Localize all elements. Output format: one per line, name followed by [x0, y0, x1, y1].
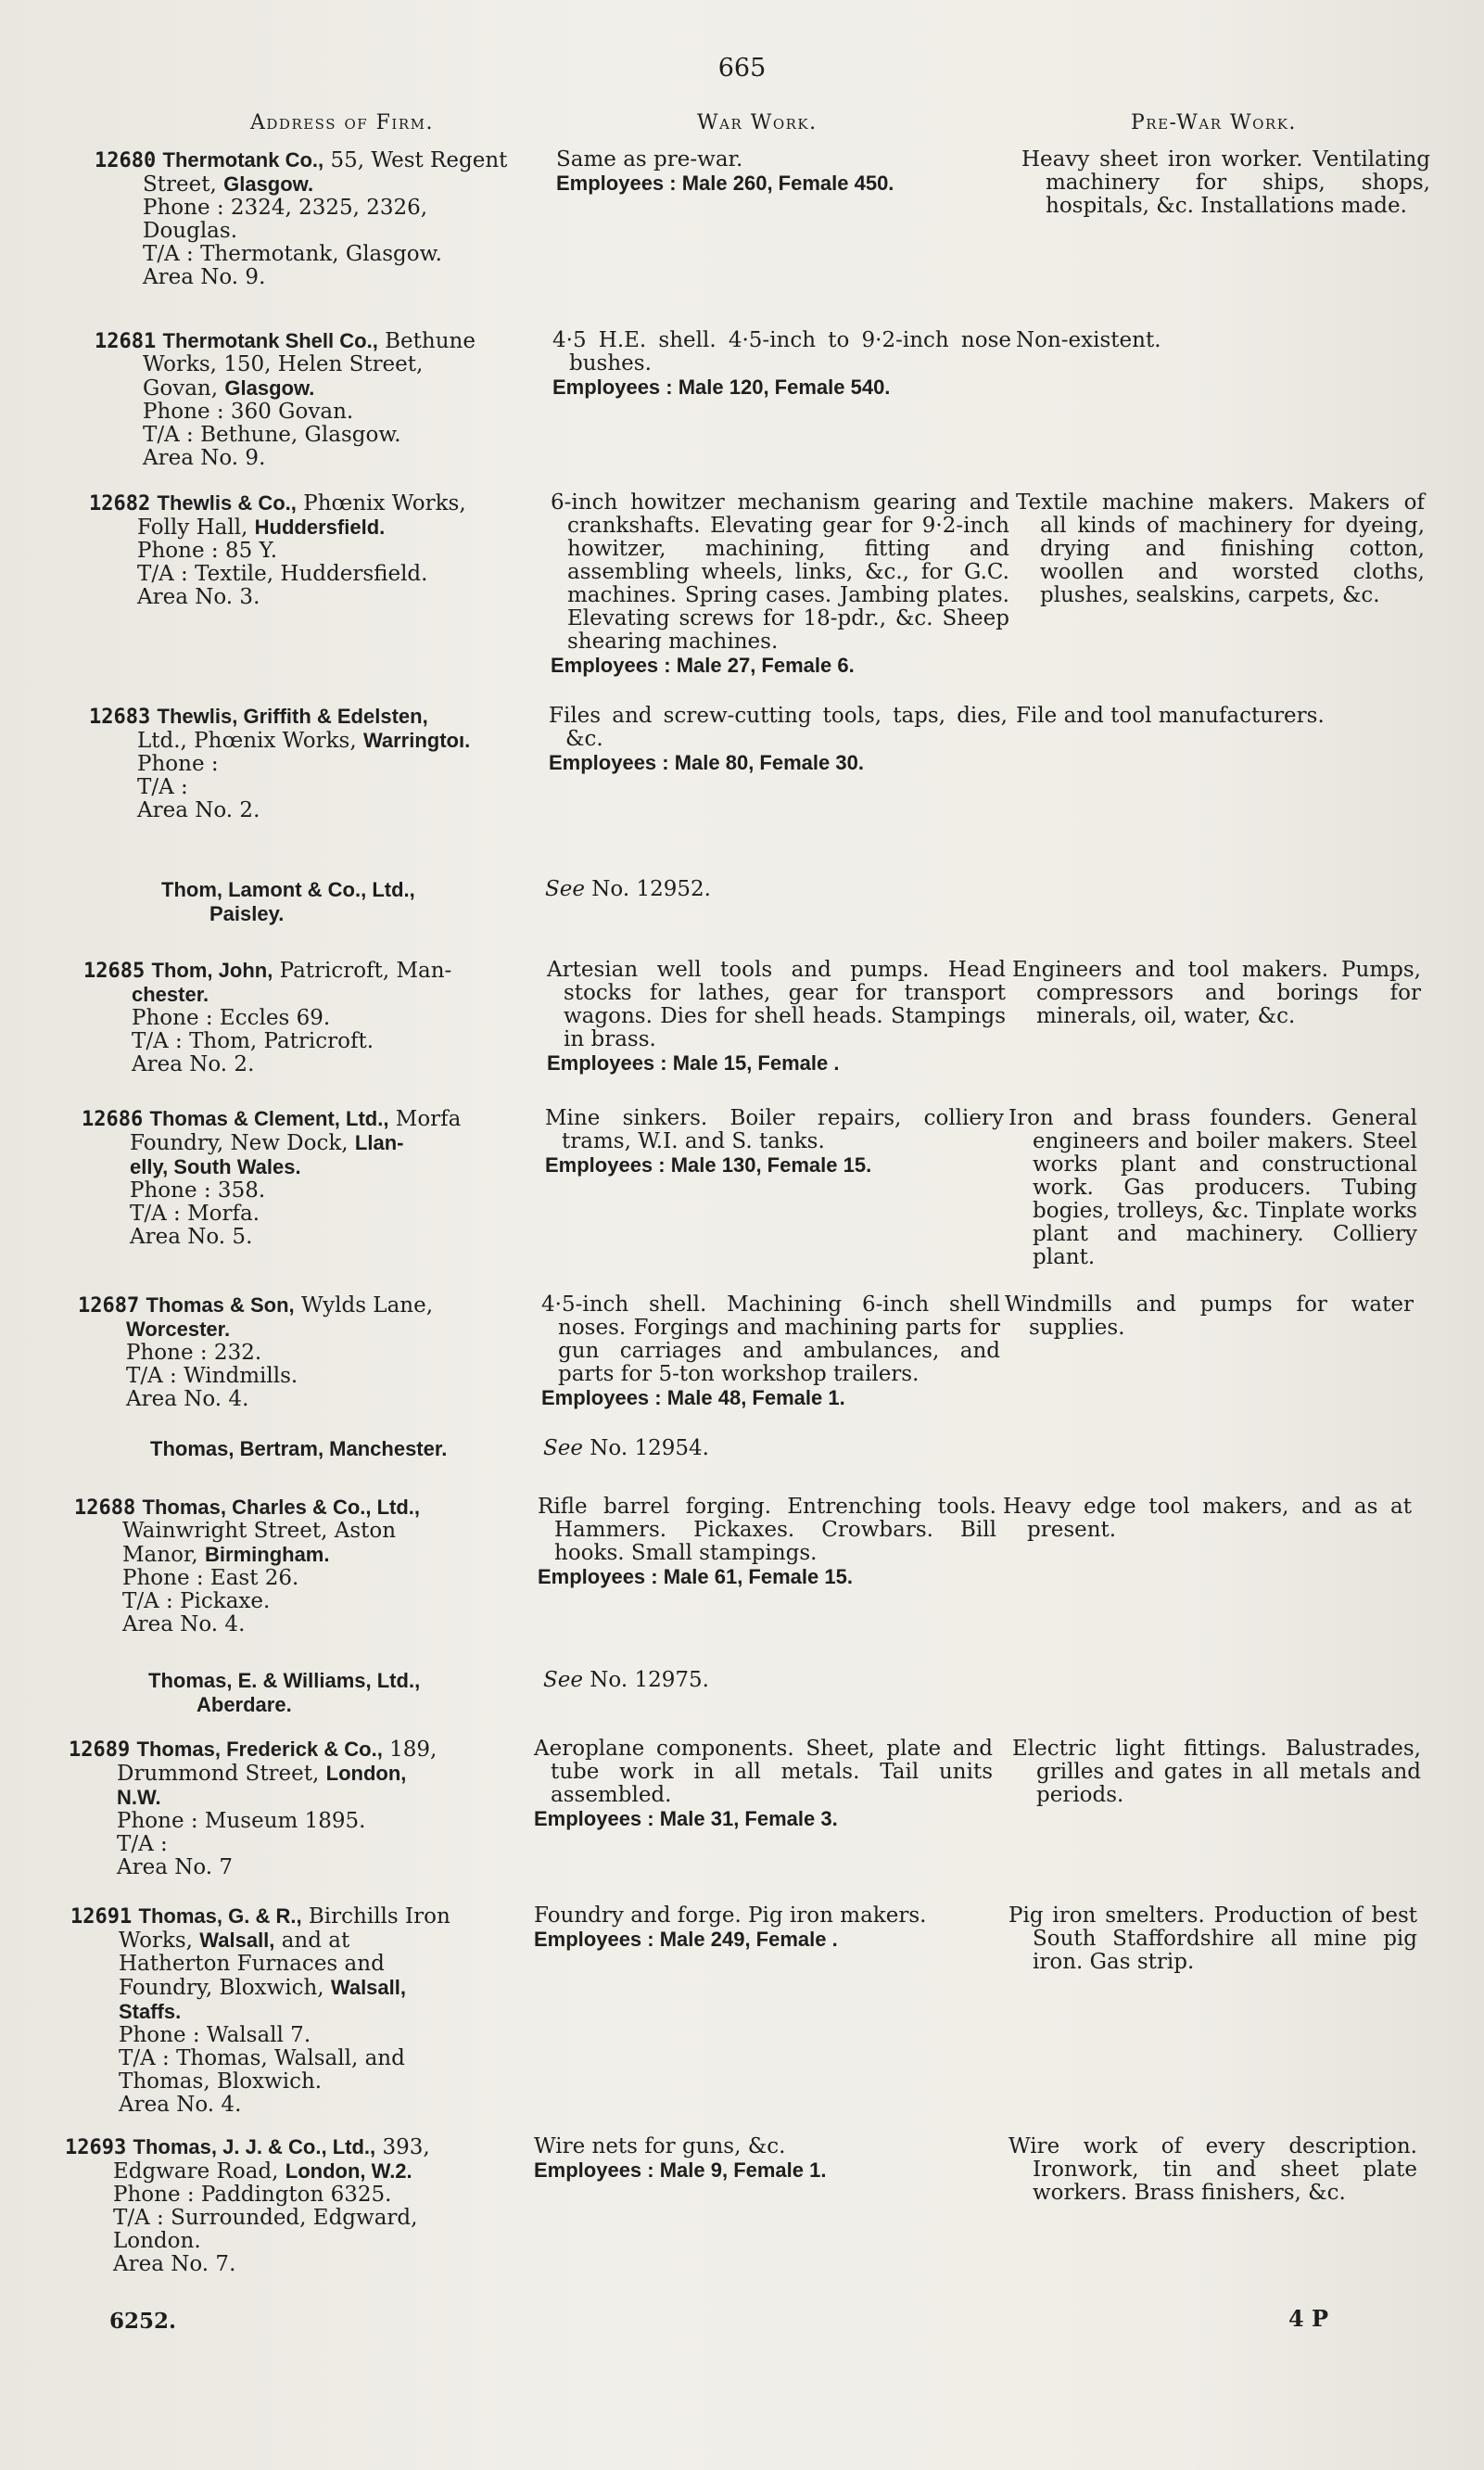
town-name: London, W.2. — [285, 2159, 412, 2183]
address-line — [82, 1203, 536, 1226]
address-text: Works, — [119, 1929, 200, 1953]
address-line — [65, 2159, 519, 2184]
address-line — [70, 2000, 525, 2024]
address-line — [83, 983, 538, 1007]
entry-number: 12681 — [95, 330, 157, 353]
footer-signature-number: 6252. — [109, 2309, 177, 2334]
address-line — [83, 1030, 538, 1053]
address-line — [69, 1762, 523, 1786]
address-text: Wylds Lane, — [300, 1293, 434, 1318]
firm-address — [69, 1738, 523, 1879]
address-text: Edgware Road, — [113, 2159, 285, 2184]
address-line — [74, 1520, 528, 1543]
address-text: Area No. 3. — [137, 585, 260, 609]
pre-war-work: Pig iron smelters. Production of best South Staffordshire all mine pig iron. Gas strip. — [1008, 1903, 1417, 1974]
address-line — [89, 516, 543, 540]
address-text: Phone : Museum 1895. — [117, 1809, 366, 1833]
employees-count: Employees : Male 120, Female 540. — [552, 376, 891, 399]
address-text: T/A : Morfa. — [130, 1202, 260, 1226]
war-work — [534, 1904, 993, 1951]
war-work-description: Wire nets for guns, &c. — [534, 2134, 786, 2158]
address-text: Phone : 232. — [126, 1341, 262, 1365]
pre-war-work: Heavy sheet iron worker. Ventilating machinery for ships, shops, hospitals, &c. Installations made. — [1021, 147, 1430, 218]
address-text: and at — [274, 1929, 350, 1953]
employees-count: Employees : Male 15, Female . — [547, 1051, 840, 1075]
entry-number: 12686 — [82, 1108, 144, 1131]
address-line — [78, 1365, 532, 1388]
entry-number: 12688 — [74, 1496, 136, 1520]
firm-name: Thermotank Shell Co., — [162, 329, 378, 352]
address-line — [69, 1810, 523, 1833]
address-text: Douglas. — [143, 219, 238, 243]
address-line — [82, 1155, 536, 1179]
address-text: Phone : 360 Govan. — [143, 400, 354, 424]
address-text: T/A : — [137, 775, 188, 799]
address-text: T/A : Textile, Huddersfield. — [137, 562, 428, 586]
address-text: Foundry, Bloxwich, — [119, 1976, 331, 2000]
town-name: N.W. — [117, 1786, 161, 1809]
see-reference-label: See — [543, 1436, 583, 1460]
pre-war-work: Non-existent. — [1016, 328, 1161, 352]
employees-count: Employees : Male 260, Female 450. — [556, 172, 894, 195]
war-work — [543, 1669, 1002, 1692]
address-line — [95, 353, 549, 376]
entry-number: 12680 — [95, 149, 157, 172]
address-text: Phone : Paddington 6325. — [113, 2183, 392, 2207]
firm-address — [95, 329, 549, 470]
firm-address — [95, 148, 549, 289]
firm-name: Thomas, Charles & Co., Ltd., — [142, 1496, 421, 1519]
column-header-pre-war-work: Pre-War Work. — [1131, 111, 1297, 134]
address-text: Hatherton Furnaces and — [119, 1952, 385, 1976]
address-text: T/A : — [117, 1832, 168, 1856]
firm-address — [89, 491, 543, 609]
employees-count: Employees : Male 61, Female 15. — [538, 1565, 853, 1588]
pre-war-work: Iron and brass founders. General engineers and boiler makers. Steel works plant and constructional work. Gas producers. Tubing bogies, trolleys, &c. Tinplate works plant and machinery. Colliery plant. — [1008, 1106, 1417, 1269]
address-line — [95, 401, 549, 424]
address-line — [74, 1613, 528, 1636]
town-name: London, — [325, 1762, 407, 1785]
town-name: Huddersfield. — [254, 516, 386, 539]
address-text: Phone : Eccles 69. — [132, 1006, 331, 1030]
address-line — [83, 1053, 538, 1076]
address-line — [82, 1131, 536, 1155]
address-text: T/A : Thermotank, Glasgow. — [143, 242, 442, 266]
address-text: Works, 150, Helen Street, — [143, 352, 424, 376]
employees-count: Employees : Male 9, Female 1. — [534, 2158, 827, 2182]
firm-name: Thomas, E. & Williams, Ltd., — [148, 1669, 421, 1692]
address-text: Morfa — [395, 1107, 462, 1131]
war-work — [547, 959, 1006, 1075]
firm-name: Thomas, Bertram, Manchester. — [150, 1437, 448, 1460]
employees-count: Employees : Male 31, Female 3. — [534, 1807, 838, 1830]
war-work-description: 4·5-inch shell. Machining 6-inch shell noses. Forgings and machining parts for gun carriages and ambulances, and parts for 5-ton workshop trailers. — [541, 1292, 1000, 1386]
firm-name: Thomas, G. & R., — [138, 1904, 302, 1928]
entry-number: 12683 — [89, 706, 151, 729]
footer-sheet-mark: 4 P — [1288, 2305, 1329, 2332]
entry-number: 12691 — [70, 1905, 133, 1929]
address-text: Bethune — [385, 329, 476, 353]
address-text: T/A : Pickaxe. — [122, 1589, 271, 1613]
firm-name: Thomas, J. J. & Co., Ltd., — [133, 2135, 376, 2158]
address-text: Phone : East 26. — [122, 1566, 299, 1590]
address-line — [74, 1543, 528, 1567]
firm-address — [78, 1293, 532, 1411]
firm-name: Thom, John, — [151, 959, 273, 982]
address-line — [65, 2253, 519, 2276]
town-name: Paisley. — [209, 902, 285, 925]
war-work — [541, 1293, 1000, 1409]
address-line — [65, 2184, 519, 2207]
address-line — [95, 447, 549, 470]
employees-count: Employees : Male 130, Female 15. — [545, 1153, 872, 1177]
firm-address — [83, 959, 538, 1076]
war-work — [545, 878, 1004, 901]
address-text: Ltd., Phœnix Works, — [137, 729, 363, 753]
town-name: Warringtoı. — [362, 729, 471, 752]
page-number: 665 — [717, 54, 767, 83]
town-name: Walsall, — [330, 1976, 406, 1999]
pre-war-work: Windmills and pumps for water supplies. — [1005, 1292, 1414, 1340]
firm-name: Thermotank Co., — [162, 148, 324, 172]
pre-war-work: Wire work of every description. Ironwork, tin and sheet plate workers. Brass finishers, &c. — [1008, 2134, 1417, 2205]
address-text: 189, — [389, 1738, 438, 1762]
war-work-description: Foundry and forge. Pig iron makers. — [534, 1903, 927, 1928]
firm-name: Thomas & Son, — [146, 1293, 295, 1317]
firm-name: Thewlis & Co., — [157, 491, 297, 515]
address-text: T/A : Bethune, Glasgow. — [143, 423, 401, 447]
address-line — [95, 266, 549, 289]
firm-name: Thomas & Clement, Ltd., — [149, 1107, 389, 1130]
address-line — [95, 243, 549, 266]
address-line — [69, 1833, 523, 1856]
address-line — [65, 2230, 519, 2253]
war-work-description: Aeroplane components. Sheet, plate and tube work in all metals. Tail units assembled. — [534, 1737, 993, 1807]
town-name: Worcester. — [126, 1318, 231, 1341]
town-name: Glasgow. — [224, 376, 315, 400]
firm-name: Thewlis, Griffith & Edelsten, — [157, 705, 428, 728]
address-line — [78, 1342, 532, 1365]
address-line — [89, 729, 543, 753]
address-line — [74, 1590, 528, 1613]
address-text: Area No. 4. — [126, 1387, 249, 1411]
address-line — [82, 1179, 536, 1203]
war-work-description: No. 12952. — [591, 877, 711, 901]
employees-count: Employees : Male 48, Female 1. — [541, 1386, 845, 1409]
firm-address — [70, 1904, 525, 2117]
address-text: Area No. 2. — [137, 798, 260, 822]
address-line — [89, 753, 543, 776]
address-text: Phone : — [137, 752, 219, 776]
address-text: T/A : Windmills. — [126, 1364, 298, 1388]
war-work — [545, 1107, 1004, 1177]
war-work — [534, 1738, 993, 1830]
address-line — [95, 172, 549, 197]
employees-count: Employees : Male 27, Female 6. — [551, 654, 855, 677]
address-text: 393, — [382, 2135, 430, 2159]
address-text: Area No. 9. — [143, 446, 266, 470]
employees-count: Employees : Male 249, Female . — [534, 1928, 838, 1951]
entry-number: 12687 — [78, 1294, 140, 1318]
address-text: T/A : Thom, Patricroft. — [132, 1029, 374, 1053]
address-text: Street, — [143, 172, 224, 197]
address-line — [70, 2094, 525, 2117]
employees-count: Employees : Male 80, Female 30. — [549, 751, 864, 774]
firm-address — [89, 705, 543, 822]
address-text: Folly Hall, — [137, 516, 255, 540]
address-line — [95, 376, 549, 401]
address-text: Area No. 5. — [130, 1225, 253, 1249]
address-text: Drummond Street, — [117, 1762, 326, 1786]
firm-name: Thom, Lamont & Co., Ltd., — [161, 878, 415, 901]
address-line — [95, 424, 549, 447]
war-work — [549, 705, 1008, 774]
firm-address — [148, 1669, 602, 1717]
pre-war-work: Engineers and tool makers. Pumps, compressors and borings for minerals, oil, water, &c. — [1012, 958, 1421, 1028]
address-line — [78, 1388, 532, 1411]
entry-number: 12693 — [65, 2136, 127, 2159]
column-header-war-work: War Work. — [697, 111, 818, 134]
address-text: Phone : 358. — [130, 1178, 266, 1203]
war-work-description: 4·5 H.E. shell. 4·5-inch to 9·2-inch nose bushes. — [552, 328, 1011, 376]
address-text: Thomas, Bloxwich. — [119, 2069, 323, 2094]
war-work-description: Mine sinkers. Boiler repairs, colliery trams, W.I. and S. tanks. — [545, 1106, 1004, 1153]
town-name: Birmingham. — [205, 1543, 330, 1566]
war-work-description: 6-inch howitzer mechanism gearing and crankshafts. Elevating gear for 9·2-inch howitzer, machining, fitting and assembling wheels, links, &c., for G.C. machines. Spring cases. Jambing plates. Elevating screws for 18-pdr., &c. Sheep shearing machines. — [551, 490, 1009, 654]
address-text: Area No. 7 — [117, 1855, 234, 1879]
address-line — [70, 1976, 525, 2000]
address-text: Area No. 4. — [119, 2093, 242, 2117]
address-text: T/A : Surrounded, Edgward, — [113, 2206, 418, 2230]
war-work — [543, 1437, 1002, 1460]
town-name: Aberdare. — [197, 1693, 292, 1716]
address-text: T/A : Thomas, Walsall, and — [119, 2046, 405, 2070]
address-text: Patricroft, Man- — [279, 959, 452, 983]
address-line — [89, 540, 543, 563]
pre-war-work: Textile machine makers. Makers of all kinds of machinery for dyeing, drying and finishing cotton, woollen and worsted cloths, plushes, sealskins, carpets, &c. — [1016, 490, 1425, 607]
address-line — [89, 776, 543, 799]
pre-war-work: File and tool manufacturers. — [1016, 704, 1325, 728]
pre-war-work: Electric light fittings. Balustrades, grilles and gates in all metals and periods. — [1012, 1737, 1421, 1807]
address-line — [89, 563, 543, 586]
see-reference-label: See — [543, 1668, 583, 1692]
address-line — [95, 220, 549, 243]
address-line — [148, 1693, 602, 1717]
address-text: Phœnix Works, — [303, 491, 466, 516]
address-line — [70, 2024, 525, 2047]
pre-war-work: Heavy edge tool makers, and as at present. — [1003, 1495, 1412, 1542]
address-text: Wainwright Street, Aston — [122, 1519, 397, 1543]
see-reference-label: See — [545, 877, 585, 901]
address-line — [69, 1786, 523, 1810]
entry-number: 12685 — [83, 960, 146, 983]
address-line — [70, 1953, 525, 1976]
address-line — [161, 902, 615, 926]
war-work-description: Same as pre-war. — [556, 147, 743, 172]
address-text: Phone : 2324, 2325, 2326, — [143, 196, 428, 220]
town-name: Llan- — [354, 1131, 404, 1154]
address-text: Foundry, New Dock, — [130, 1131, 355, 1155]
address-text: Phone : Walsall 7. — [119, 2023, 311, 2047]
war-work-description: No. 12975. — [590, 1668, 709, 1692]
war-work-description: Files and screw-cutting tools, taps, dies, &c. — [549, 704, 1008, 751]
war-work — [552, 329, 1011, 399]
war-work — [556, 148, 1015, 195]
address-line — [70, 1929, 525, 1953]
address-line — [78, 1318, 532, 1342]
entry-number: 12689 — [69, 1738, 131, 1762]
address-text: 55, West Regent — [330, 148, 508, 172]
war-work-description: No. 12954. — [590, 1436, 709, 1460]
war-work — [538, 1496, 996, 1588]
firm-name: Thomas, Frederick & Co., — [136, 1738, 383, 1761]
entry-number: 12682 — [89, 492, 151, 516]
address-line — [89, 799, 543, 822]
firm-address — [65, 2135, 519, 2276]
address-text: Govan, — [143, 376, 225, 401]
firm-address — [150, 1437, 604, 1461]
address-text: Area No. 7. — [113, 2252, 236, 2276]
war-work-description: Rifle barrel forging. Entrenching tools. Hammers. Pickaxes. Crowbars. Bill hooks. Small stampings. — [538, 1495, 996, 1565]
address-text: Phone : 85 Y. — [137, 539, 278, 563]
address-line — [82, 1226, 536, 1249]
town-name: Staffs. — [119, 2000, 182, 2023]
war-work — [551, 491, 1009, 677]
town-name: Glasgow. — [223, 172, 314, 196]
column-header-address: Address of Firm. — [250, 111, 434, 134]
war-work-description: Artesian well tools and pumps. Head stocks for lathes, gear for transport wagons. Dies for shell heads. Stampings in brass. — [547, 958, 1006, 1051]
address-text: London. — [113, 2229, 201, 2253]
address-text: Area No. 9. — [143, 265, 266, 289]
address-text: Birchills Iron — [308, 1904, 450, 1929]
address-text: Area No. 2. — [132, 1052, 255, 1076]
address-line — [69, 1856, 523, 1879]
address-line — [74, 1567, 528, 1590]
town-name: elly, South Wales. — [130, 1155, 301, 1178]
town-name: chester. — [132, 983, 209, 1006]
address-line — [95, 197, 549, 220]
address-text: Area No. 4. — [122, 1612, 246, 1636]
firm-address — [82, 1107, 536, 1249]
war-work — [534, 2135, 993, 2182]
address-line — [89, 586, 543, 609]
address-line — [83, 1007, 538, 1030]
firm-address — [74, 1496, 528, 1636]
address-line — [65, 2207, 519, 2230]
address-line — [70, 2047, 525, 2070]
address-text: Manor, — [122, 1543, 206, 1567]
town-name: Walsall, — [199, 1929, 275, 1952]
address-line — [70, 2070, 525, 2094]
